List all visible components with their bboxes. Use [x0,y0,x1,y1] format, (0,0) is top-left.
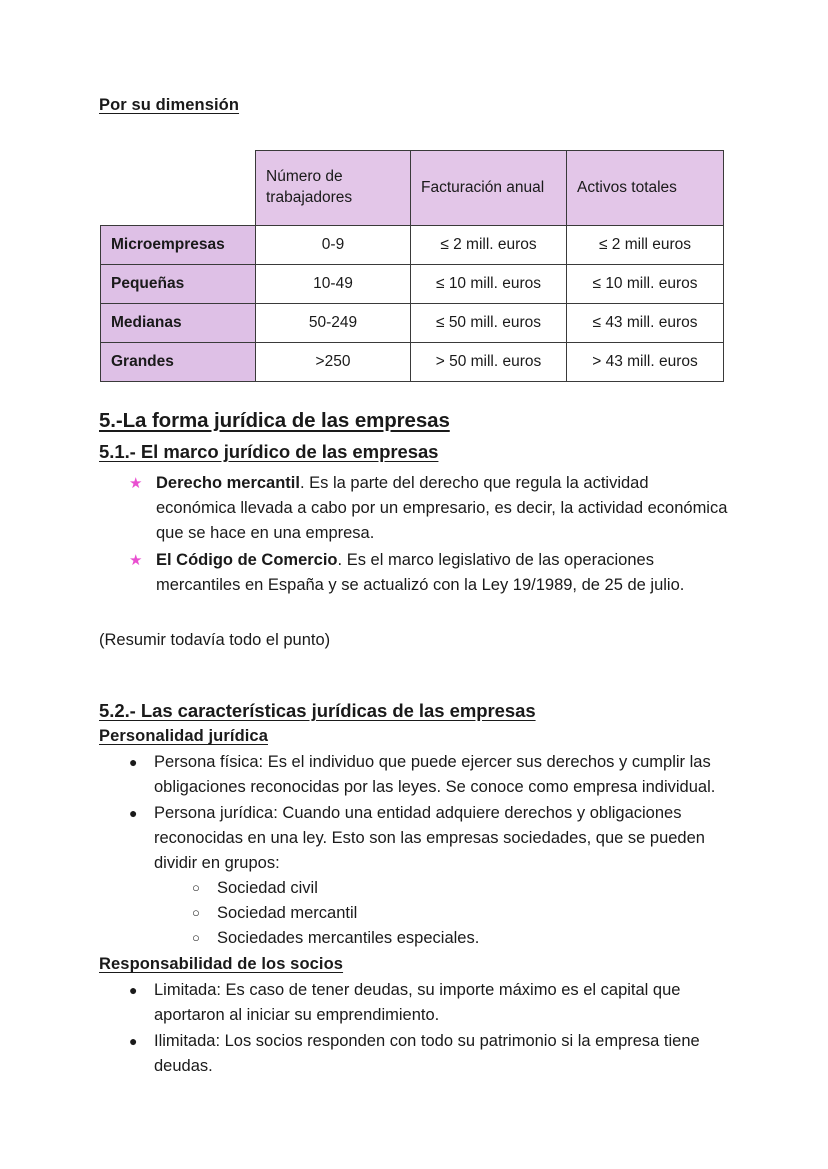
list-item [127,750,730,800]
heading-section-5-2: 5.2.- Las características jurídicas de las empresas [99,700,536,722]
list-item-lead: El Código de Comercio [156,551,338,570]
column-header-workers: Número de trabajadores [256,150,411,225]
list-item [127,1029,730,1079]
list-item-text: Persona física: Es el individuo que puede ejercer sus derechos y cumplir las obligaciones reconocidas por las leyes. Se conoce como empresa individual. [154,752,716,796]
list-item [190,926,730,951]
heading-personalidad-juridica: Personalidad jurídica [99,727,268,746]
cell-workers: >250 [256,343,411,382]
cell-workers: 10-49 [256,264,411,303]
cell-assets: ≤ 10 mill. euros [567,264,724,303]
list-item-text: Persona jurídica: Cuando una entidad adquiere derechos y obligaciones reconocidas en una ley. Esto son las empresas sociedades, que se pueden dividir en grupos: [154,803,705,872]
list-item [190,876,730,901]
table-row [101,303,724,342]
circle-bullet-icon: ○ [192,930,200,946]
cell-assets: ≤ 2 mill euros [567,225,724,264]
star-icon: ★ [129,552,143,570]
row-label-microempresas: Microempresas [101,225,256,264]
cell-turnover: > 50 mill. euros [411,343,567,382]
cell-turnover: ≤ 2 mill. euros [411,225,567,264]
personalidad-bullet-list [99,750,730,952]
column-header-turnover: Facturación anual [411,150,567,225]
sociedades-sublist [154,876,730,951]
responsabilidad-bullet-list [99,978,730,1079]
star-icon: ★ [129,474,143,492]
cell-workers: 0-9 [256,225,411,264]
table-header-row [101,150,724,225]
cell-assets: > 43 mill. euros [567,343,724,382]
list-item-text: Sociedad civil [217,879,318,898]
bullet-icon: ● [129,753,138,770]
list-item-text: Sociedad mercantil [217,904,358,923]
dimension-table-wrapper [99,150,730,383]
bullet-icon: ● [129,981,138,998]
heading-section-5-1: 5.1.- El marco jurídico de las empresas [99,440,439,462]
table-corner-cell [101,150,256,225]
bullet-icon: ● [129,1033,138,1050]
heading-section-5: 5.-La forma jurídica de las empresas [99,409,450,433]
list-item [129,471,730,546]
heading-responsabilidad-socios: Responsabilidad de los socios [99,955,344,974]
table-row [101,264,724,303]
cell-workers: 50-249 [256,303,411,342]
table-row [101,225,724,264]
row-label-grandes: Grandes [101,343,256,382]
row-label-pequenas: Pequeñas [101,264,256,303]
list-item-text: Ilimitada: Los socios responden con todo su patrimonio si la empresa tiene deudas. [154,1032,700,1076]
list-item [129,548,730,598]
column-header-assets: Activos totales [567,150,724,225]
list-item [190,901,730,926]
cell-turnover: ≤ 10 mill. euros [411,264,567,303]
list-item [127,978,730,1028]
note-resumir: (Resumir todavía todo el punto) [99,631,331,650]
heading-por-su-dimension: Por su dimensión [99,96,240,114]
circle-bullet-icon: ○ [192,880,200,896]
dimension-table [100,150,724,383]
list-item-body: . Es el marco legislativo de las operaciones mercantiles en España y se actualizó con la Ley 19/1989, de 25 de julio. [156,551,685,595]
circle-bullet-icon: ○ [192,905,200,921]
list-item-lead: Derecho mercantil [156,473,300,492]
row-label-medianas: Medianas [101,303,256,342]
star-bullet-list [99,471,730,598]
bullet-icon: ● [129,804,138,821]
list-item-text: Sociedades mercantiles especiales. [217,929,480,948]
table-row [101,343,724,382]
list-item-text: Limitada: Es caso de tener deudas, su importe máximo es el capital que aportaron al iniciar su emprendimiento. [154,980,681,1025]
list-item [127,801,730,951]
list-item-body: . Es la parte del derecho que regula la actividad económica llevada a cabo por un empresario, es decir, la actividad económica que se hace en una empresa. [156,473,728,543]
cell-turnover: ≤ 50 mill. euros [411,303,567,342]
cell-assets: ≤ 43 mill. euros [567,303,724,342]
